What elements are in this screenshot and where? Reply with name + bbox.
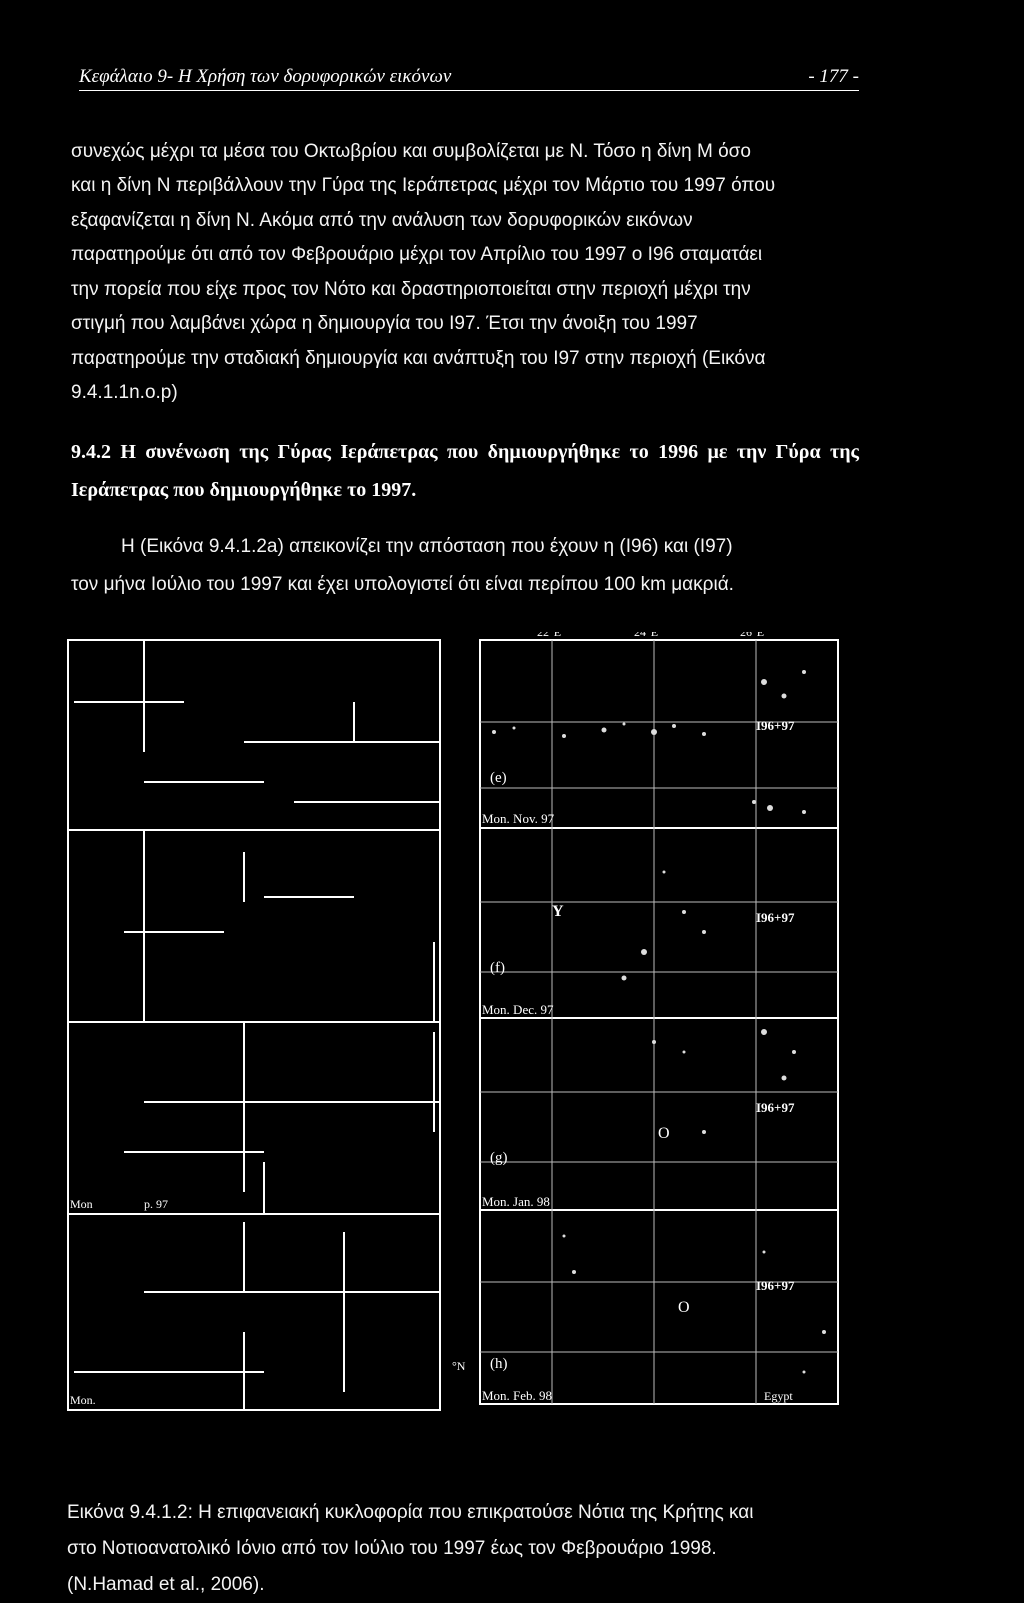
left-panel-4 bbox=[68, 1214, 440, 1410]
marker-o: O bbox=[678, 1299, 690, 1316]
caption-line: (N.Hamad et al., 2006). bbox=[67, 1574, 265, 1595]
satellite-speckle bbox=[492, 670, 826, 1374]
caption-line: Εικόνα 9.4.1.2: Η επιφανειακή κυκλοφορία που επικρατούσε Νότια της Κρήτης και bbox=[67, 1502, 754, 1523]
panel-date: Mon. Jan. 98 bbox=[482, 1194, 550, 1209]
figure-caption bbox=[67, 1495, 859, 1603]
left-grid-2 bbox=[124, 830, 434, 1022]
longitude-label: 26°E bbox=[740, 632, 765, 639]
left-grid-1 bbox=[74, 640, 440, 802]
paragraph-line: παρατηρούμε ότι από τον Φεβρουάριο μέχρι τον Απρίλιο του 1997 ο Ι96 σταματάει bbox=[71, 244, 763, 265]
marker-y: Y bbox=[552, 903, 564, 920]
panel-letter: (h) bbox=[490, 1356, 508, 1372]
paragraph-line: εξαφανίζεται η δίνη Ν. Ακόμα από την ανάλυση των δορυφορικών εικόνων bbox=[71, 210, 693, 231]
panel-letter: (g) bbox=[490, 1150, 508, 1166]
eddy-tag: I96+97 bbox=[756, 1278, 795, 1293]
paragraph-line: την πορεία που είχε προς τον Νότο και δραστηριοποιείται στην περιοχή μέχρι την bbox=[71, 279, 751, 300]
paragraph-line: στιγμή που λαμβάνει χώρα η δημιουργία του Ι97. Έτσι την άνοιξη του 1997 bbox=[71, 313, 698, 334]
longitude-label: 22°E bbox=[537, 632, 562, 639]
panel-date: Mon. Dec. 97 bbox=[482, 1002, 554, 1017]
marker-o: O bbox=[658, 1125, 670, 1142]
left-panel-3 bbox=[68, 1022, 440, 1214]
right-panel-h bbox=[480, 1210, 838, 1404]
panel-date: Mon. Nov. 97 bbox=[482, 811, 555, 826]
paragraph-line: συνεχώς μέχρι τα μέσα του Οκτωβρίου και συμβολίζεται με Ν. Τόσο η δίνη Μ όσο bbox=[71, 141, 751, 162]
paragraph-2-line-1: Η (Εικόνα 9.4.1.2a) απεικονίζει την απόσταση που έχουν η (Ι96) και (Ι97) bbox=[121, 536, 733, 557]
figure-maps bbox=[64, 632, 864, 1470]
eddy-tag: I96+97 bbox=[756, 1100, 795, 1115]
left-column-panels bbox=[68, 640, 440, 1410]
maps-svg bbox=[64, 632, 864, 1470]
paragraph-line: παρατηρούμε την σταδιακή δημιουργία και ανάπτυξη του Ι97 στην περιοχή (Εικόνα bbox=[71, 348, 766, 369]
paragraph-2-line-2: τον μήνα Ιούλιο του 1997 και έχει υπολογιστεί ότι είναι περίπου 100 km μακριά. bbox=[71, 574, 734, 595]
section-heading: 9.4.2 Η συνένωση της Γύρας Ιεράπετρας που δημιουργήθηκε το 1996 με την Γύρα της Ιεράπετρας που δημιουργήθηκε το 1997. bbox=[71, 441, 859, 501]
right-panel-e bbox=[480, 640, 838, 828]
left-panel-2 bbox=[68, 830, 440, 1022]
panel-letter: (f) bbox=[490, 960, 505, 976]
eddy-tag: I96+97 bbox=[756, 718, 795, 733]
caption-line: στο Νοτιοανατολικό Ιόνιο από τον Ιούλιο του 1997 έως τον Φεβρουάριο 1998. bbox=[67, 1538, 717, 1559]
left-grid-4 bbox=[74, 1222, 440, 1410]
paragraph-2 bbox=[71, 528, 861, 604]
left-grid-3 bbox=[124, 1022, 440, 1214]
left-panel-label: Mon bbox=[70, 1197, 93, 1211]
panel-date: Mon. Feb. 98 bbox=[482, 1388, 553, 1403]
longitude-label: 24°E bbox=[634, 632, 659, 639]
left-panel-label: Mon. bbox=[70, 1393, 96, 1407]
eddy-tag: I96+97 bbox=[756, 910, 795, 925]
panel-letter: (e) bbox=[490, 770, 507, 786]
paragraph-line: και η δίνη Ν περιβάλλουν την Γύρα της Ιεράπετρας μέχρι τον Μάρτιο του 1997 όπου bbox=[71, 175, 776, 196]
latitude-label: °N bbox=[452, 1359, 466, 1373]
page-number: - 177 - bbox=[808, 66, 859, 87]
egypt-label: Egypt bbox=[764, 1389, 793, 1403]
left-panel-label: p. 97 bbox=[144, 1197, 168, 1211]
page-header bbox=[79, 66, 859, 91]
paragraph-line: 9.4.1.1n.o.p) bbox=[71, 382, 178, 403]
chapter-title: Κεφάλαιο 9- Η Χρήση των δορυφορικών εικόνων bbox=[79, 66, 452, 87]
